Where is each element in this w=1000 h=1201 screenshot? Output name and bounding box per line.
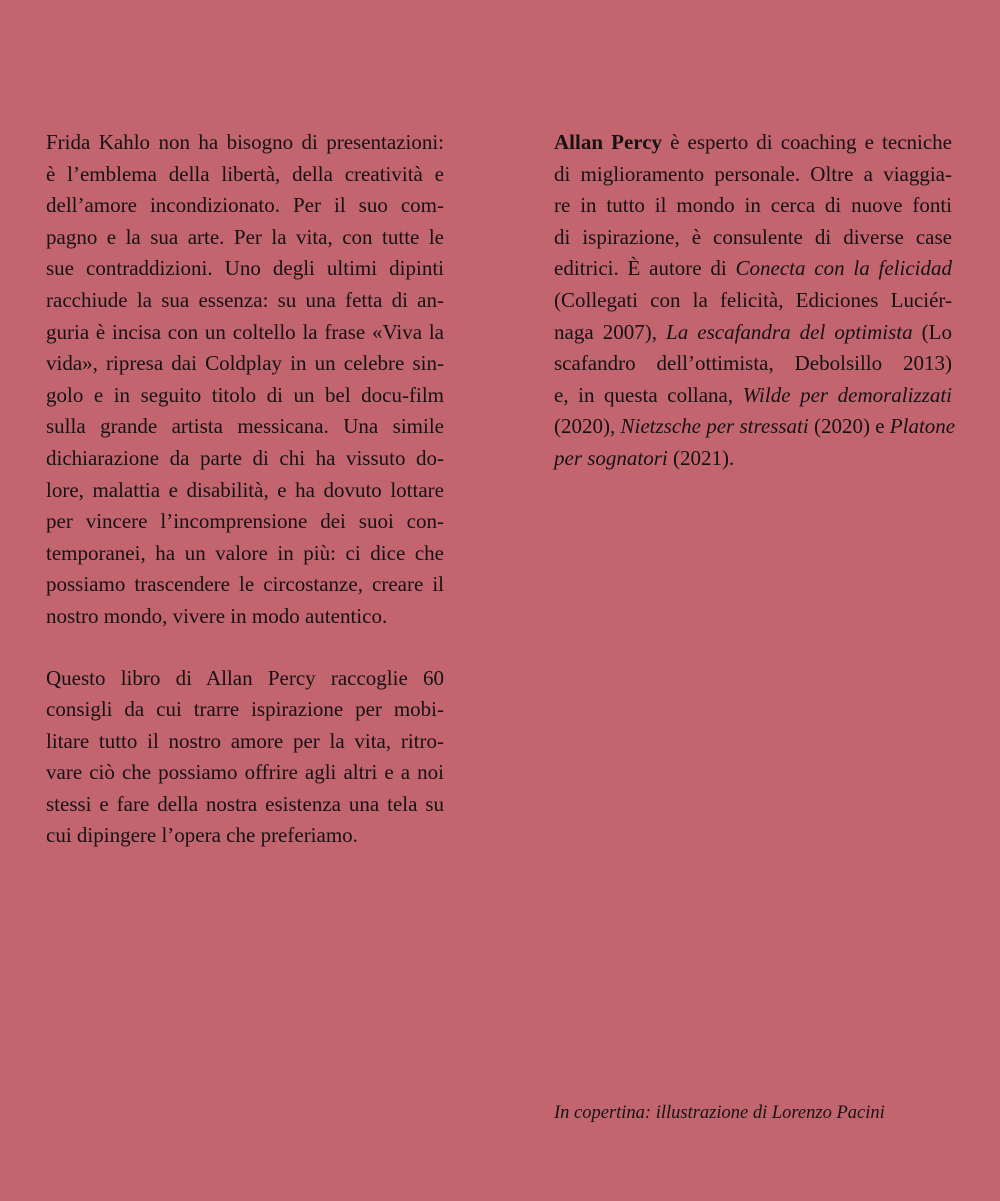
text-line: vida», ripresa dai Coldplay in un celebre sin-	[46, 351, 444, 376]
text-line: vare ciò che possiamo offrire agli altri e a noi	[46, 760, 444, 785]
text-run: (Lo	[912, 319, 952, 344]
book-title: Conecta con la felicidad	[735, 256, 952, 281]
text-line: è l’emblema della libertà, della creatività e	[46, 161, 444, 186]
text-line: guria è incisa con un coltello la frase «Viva la	[46, 319, 444, 344]
cover-credit: In copertina: illustrazione di Lorenzo Pacini	[554, 1103, 885, 1123]
text-line: possiamo trascendere le circostanze, creare il	[46, 572, 444, 597]
text-line: di ispirazione, è consulente di diverse case	[554, 224, 952, 249]
text-line: temporanei, ha un valore in più: ci dice che	[46, 540, 444, 565]
text-line	[554, 380, 952, 412]
text-run: e, in questa collana,	[554, 382, 743, 407]
text-line	[554, 411, 956, 443]
text-line: per vincere l’incomprensione dei suoi con-	[46, 509, 444, 534]
text-run: editrici. È autore di	[554, 256, 736, 281]
text-line: re in tutto il mondo in cerca di nuove fonti	[554, 193, 952, 218]
text-line: (Collegati con la felicità, Ediciones Luciér-	[554, 287, 952, 312]
text-line: litare tutto il nostro amore per la vita, ritro-	[46, 728, 444, 753]
text-line: dell’amore incondizionato. Per il suo com-	[46, 193, 444, 218]
text-line: consigli da cui trarre ispirazione per mobi-	[46, 697, 444, 722]
text-line: Questo libro di Allan Percy raccoglie 60	[46, 665, 444, 690]
synopsis-column	[46, 127, 444, 852]
text-line	[554, 317, 952, 349]
text-run: naga 2007),	[554, 319, 667, 344]
text-line: cui dipingere l’opera che preferiamo.	[46, 823, 358, 848]
book-title: Platone	[889, 414, 956, 439]
text-run: (2020) e	[808, 414, 890, 439]
text-line: racchiude la sua essenza: su una fetta di an-	[46, 287, 444, 312]
text-line	[554, 127, 952, 159]
text-line: golo e in seguito titolo di un bel docu-film	[46, 382, 444, 407]
text-line	[554, 443, 952, 475]
book-title: La escafandra del optimista	[666, 319, 913, 344]
text-line: nostro mondo, vivere in modo autentico.	[46, 603, 388, 628]
author-name: Allan Percy	[554, 130, 663, 154]
author-bio-column	[554, 127, 956, 475]
text-run: (2021).	[667, 445, 735, 470]
text-line: scafandro dell’ottimista, Debolsillo 2013)	[554, 351, 952, 376]
book-title: per sognatori	[554, 445, 668, 470]
synopsis-paragraph-1	[46, 127, 444, 633]
text-line: Frida Kahlo non ha bisogno di presentazioni:	[46, 130, 444, 154]
text-run: è esperto di coaching e tecniche	[662, 130, 952, 154]
book-title: Wilde per demoralizzati	[742, 382, 952, 407]
text-line: sulla grande artista messicana. Una simile	[46, 414, 444, 439]
text-line: sue contraddizioni. Uno degli ultimi dipinti	[46, 256, 444, 281]
text-line: pagno e la sua arte. Per la vita, con tutte le	[46, 224, 444, 249]
synopsis-paragraph-2	[46, 663, 444, 853]
text-line	[554, 253, 952, 285]
text-line: lore, malattia e disabilità, e ha dovuto lottare	[46, 477, 444, 502]
text-line: stessi e fare della nostra esistenza una tela su	[46, 791, 444, 816]
text-run: (2020),	[554, 414, 621, 439]
paragraph-gap	[46, 633, 444, 663]
text-line: dichiarazione da parte di chi ha vissuto do-	[46, 445, 444, 470]
book-title: Nietzsche per stressati	[620, 414, 809, 439]
text-line: di miglioramento personale. Oltre a viaggia-	[554, 161, 952, 186]
